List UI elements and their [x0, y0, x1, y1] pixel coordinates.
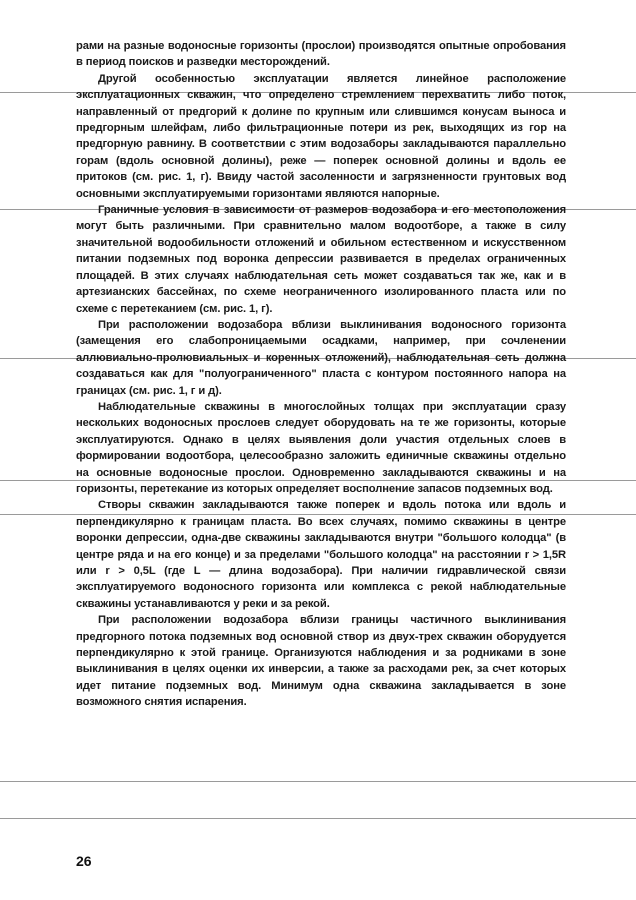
paragraph: Наблюдательные скважины в многослойных толщах при эксплуатации сразу нескольких водоносных прослоев следует оборудовать на те же горизонты, которые эксплуатируются. Однако в целях выявления доли участия отдельных слоев в формировании водоотбора, целесообразно заложить единичные скважины отдельно на основные водоносные прослои. Одновременно закладываются скважины и на горизонты, перетекание из которых определяет восполнение запасов подземных вод.: [76, 400, 566, 495]
paragraph: Другой особенностью эксплуатации является линейное расположение эксплуатационных скважин, что определено стремлением перехватить либо поток, направленный от предгорий к долине по крупным или слившимся конусам выноса и предгорным шлейфам, либо фильтрационные потери из рек, выходящих из гор на предгорную равнину. В соответствии с этим водозаборы закладываются параллельно горам (вдоль основной долины), реже — поперек основной долины и вдоль ее притоков (см. рис. 1, г). Ввиду частой засоленности и загрязненности грунтовых вод основными эксплуатируемыми горизонтами являются напорные.: [76, 72, 566, 200]
paragraph: рами на разные водоносные горизонты (прослои) производятся опытные опробования в период поисков и разведки месторождений.: [76, 40, 566, 69]
scan-line: [0, 818, 636, 819]
scan-line: [0, 781, 636, 782]
paragraph: При расположении водозабора вблизи выклинивания водоносного горизонта (замещения его слабопроницаемыми осадками, например, при сочленении аллювиально-пролювиальных и коренных отложений), наблюдательная сеть должна создаваться как для "полуограниченного" пласта с контуром постоянного напора на границах (см. рис. 1, г и д).: [76, 318, 566, 397]
paragraph: При расположении водозабора вблизи границы частичного выклинивания предгорного потока подземных вод основной створ из двух-трех скважин оборудуется перпендикулярно к этой границе. Организуются наблюдения и за родниками в зоне выклинивания в целях оценки их инверсии, а также за расходами рек, за счет которых идет питание подземных вод. Минимум одна скважина закладывается в зоне возможного снятия испарения.: [76, 614, 566, 709]
paragraph: Створы скважин закладываются также поперек и вдоль потока или вдоль и перпендикулярно к границам пласта. Во всех случаях, помимо скважины в центре воронки депрессии, одна-две скважины закладываются внутри "большого колодца" (в центре ряда и на его конце) и за пределами "большого колодца" на расстоянии r > 1,5R или r > 0,5L (где L — длина водозабора). При наличии гидравлической связи эксплуатируемого водоносного горизонта или комплекса с рекой наблюдательные скважины устанавливаются у реки и за рекой.: [76, 499, 566, 610]
paragraph: Граничные условия в зависимости от размеров водозабора и его местоположения могут быть различными. При сравнительно малом водоотборе, а также в силу значительной водообильности отложений и обильном естественном и искусственном питании подземных под воронка депрессии развивается в пределах ограниченных площадей. В этих случаях наблюдательная сеть может создаваться так же, как и в артезианских бассейнах, по схеме неограниченного изолированного пласта или по схеме с перетеканием (см. рис. 1, г).: [76, 204, 566, 315]
page-number: 26: [76, 853, 92, 869]
body-text: [76, 38, 566, 711]
